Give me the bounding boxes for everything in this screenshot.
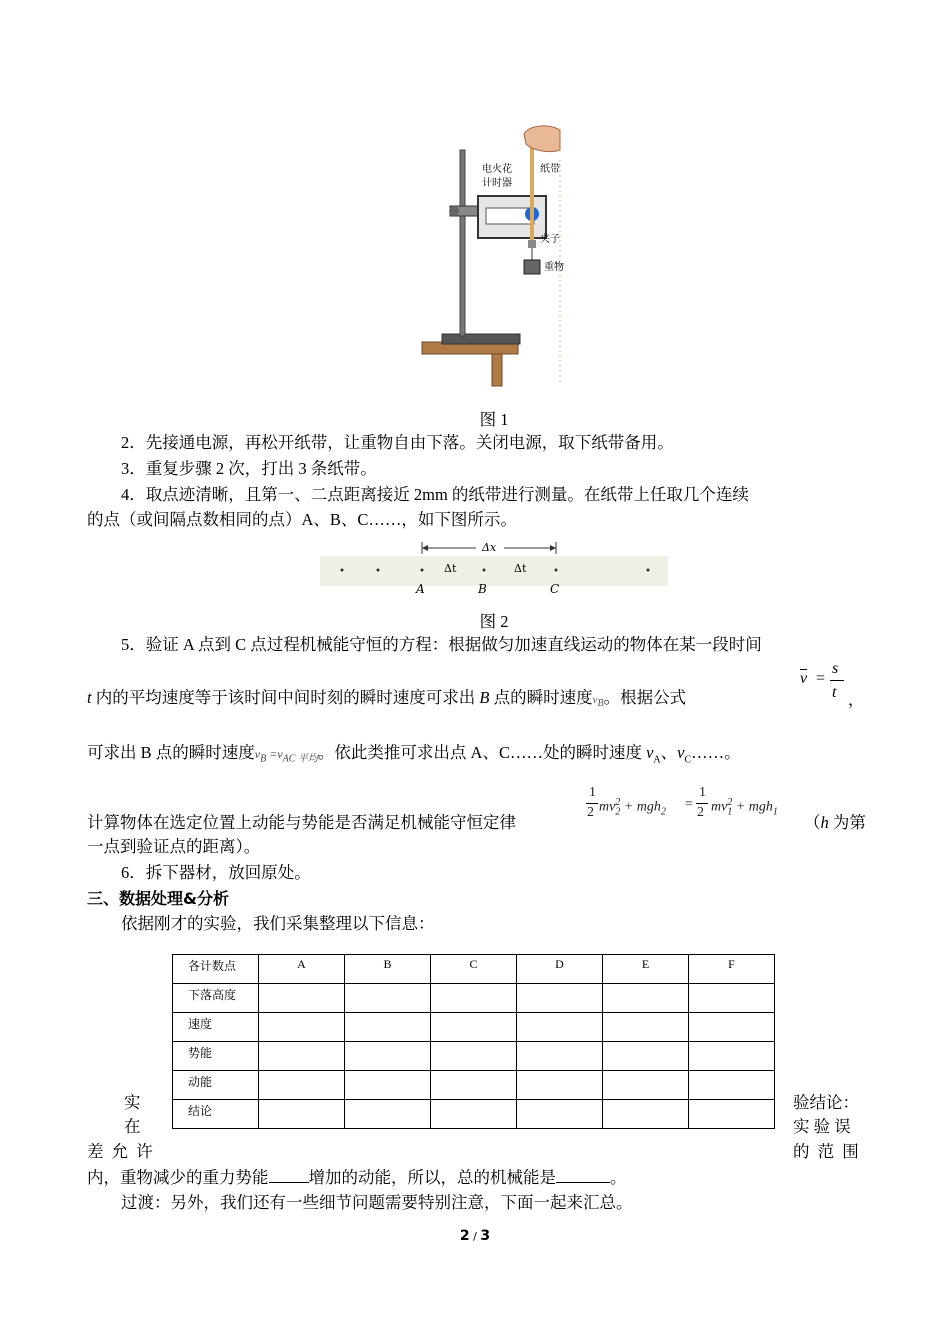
vb-symbol: $v_B$ [592,694,604,710]
table-cell[interactable] [603,984,689,1013]
table-header-cell: F [689,955,775,984]
table-cell[interactable] [517,1042,603,1071]
label-clip: 夹子 [540,234,560,245]
stand-pole [460,150,465,336]
table-cell[interactable] [689,984,775,1013]
tape-dot [341,569,344,572]
table-header-row [173,955,775,984]
step-4-line1: 4．取点迹清晰，且第一、二点距离接近 2mm 的纸带进行测量。在纸带上任取几个连续 [121,485,749,504]
table-header-cell: D [517,955,603,984]
table-cell[interactable] [431,1042,517,1071]
conclusion-right-2: 实 验 误 [793,1117,851,1136]
point-label-a: A [416,582,425,596]
step-4-line2: 的点（或间隔点数相同的点）A、B、C……，如下图所示。 [87,510,517,529]
tape-strip [320,556,668,586]
time-symbol: t [87,688,92,707]
table-cell[interactable] [431,1071,517,1100]
tape-dot [647,569,650,572]
table-cell[interactable] [431,1013,517,1042]
conclusion-left-1: 实 [124,1093,141,1112]
table-cell[interactable] [259,984,345,1013]
table-row [173,1100,775,1129]
point-label-c: C [550,582,560,596]
table-row [173,1042,775,1071]
table-cell[interactable] [603,1071,689,1100]
figure-1-caption: 图 1 [479,410,509,429]
stand-base [442,334,520,344]
step-5-line5: 一点到验证点的距离）。 [87,837,261,856]
label-weight: 重物 [544,262,564,273]
step-5-text: 内的平均速度等于该时间中间时刻的瞬时速度可求出 [91,688,480,707]
table-header-cell: A [259,955,345,984]
tape-dot-b [483,569,486,572]
step-5-line4: 计算物体在选定位置上动能与势能是否满足机械能守恒定律 [87,813,516,832]
point-b-symbol: B [479,688,490,707]
table-header-cell: E [603,955,689,984]
step-5-line3: 可求出 B 点的瞬时速度$v_B =v_{AC 平均}$。依此类推可求出点 A、C……处的瞬时速度 $v_A$、$v_C\dots\dots$。 [87,743,741,766]
step-3: 3．重复步骤 2 次，打出 3 条纸带。 [121,459,377,478]
table-cell[interactable] [517,984,603,1013]
table-cell[interactable] [259,1071,345,1100]
step-5-text: 。根据公式 [603,688,687,707]
dt-label-2: Δt [514,562,527,575]
table-cell[interactable] [345,1013,431,1042]
table-header-cell: C [431,955,517,984]
conclusion-left-2: 在 [124,1117,141,1136]
section-3-heading: 三、数据处理&分析 [87,889,229,908]
table-cell[interactable] [431,1100,517,1129]
table-cell[interactable] [517,1071,603,1100]
table-cell[interactable] [259,1100,345,1129]
table-row [173,1071,775,1100]
label-timer-2: 计时器 [482,178,512,189]
step-5-line4-tail: （h 为第 [804,813,866,832]
conclusion-left-3: 差 允 许 [87,1142,155,1161]
table-row-label: 动能 [173,1071,259,1100]
hand-icon [524,126,560,152]
table-cell[interactable] [345,1042,431,1071]
table-cell[interactable] [517,1013,603,1042]
table-cell[interactable] [689,1071,775,1100]
label-timer-1: 电火花 [482,164,512,175]
figure-1-apparatus [420,120,580,388]
table-cell[interactable] [689,1100,775,1129]
step-5-text: 点的瞬时速度 [489,688,593,707]
point-label-b: B [478,582,487,596]
table-cell[interactable] [689,1042,775,1071]
clamp-knob [449,206,459,216]
page-number: 2 / 3 [459,1228,491,1244]
table-cell[interactable] [603,1013,689,1042]
table-row-label: 结论 [173,1100,259,1129]
table-cell[interactable] [603,1042,689,1071]
table-cell[interactable] [689,1013,775,1042]
data-table [172,954,775,1129]
table-leg [492,354,502,386]
step-5-line1: 5．验证 A 点到 C 点过程机械能守恒的方程：根据做匀加速直线运动的物体在某一段时间 [121,635,762,654]
step-5-line2 [87,687,686,715]
step-6: 6．拆下器材，放回原处。 [121,863,311,882]
conclusion-line-4: 内，重物减少的重力势能 增加的动能，所以，总的机械能是 。 [87,1168,627,1187]
figure-2-tape [320,532,668,602]
tape-dot-a [421,569,424,572]
table-cell[interactable] [431,984,517,1013]
vb-equals-vac: $v_B =v_{AC 平均}$ [254,747,318,765]
dt-label-1: Δt [444,562,457,575]
table-header-cell: 各计数点 [173,955,259,984]
table-cell[interactable] [259,1013,345,1042]
tape-dot [377,569,380,572]
table-cell[interactable] [517,1100,603,1129]
table-cell[interactable] [345,984,431,1013]
table-row-label: 势能 [173,1042,259,1071]
label-tape: 纸带 [540,164,560,175]
table-row-label: 速度 [173,1013,259,1042]
transition-text: 过渡：另外，我们还有一些细节问题需要特别注意，下面一起来汇总。 [121,1193,633,1212]
dx-label: Δx [482,541,497,554]
table-cell[interactable] [603,1100,689,1129]
table-cell[interactable] [345,1100,431,1129]
tape-clip [528,240,536,248]
figure-2-caption: 图 2 [479,612,509,631]
section-3-intro: 依据刚才的实验，我们采集整理以下信息： [121,914,435,933]
step-2: 2．先接通电源，再松开纸带，让重物自由下落。关闭电源，取下纸带备用。 [121,433,674,452]
weight-block [524,260,540,274]
table-cell[interactable] [259,1042,345,1071]
conclusion-right-1: 验结论： [793,1093,859,1112]
table-row [173,984,775,1013]
table-cell[interactable] [345,1071,431,1100]
blank-1[interactable] [269,1166,309,1183]
table-row [173,1013,775,1042]
tape-dot-c [555,569,558,572]
vbar-symbol: $\overline{v}$ [800,670,808,687]
table-row-label: 下落高度 [173,984,259,1013]
blank-2[interactable] [556,1166,610,1183]
conclusion-right-3: 的 范 围 [793,1142,861,1161]
table-header-cell: B [345,955,431,984]
